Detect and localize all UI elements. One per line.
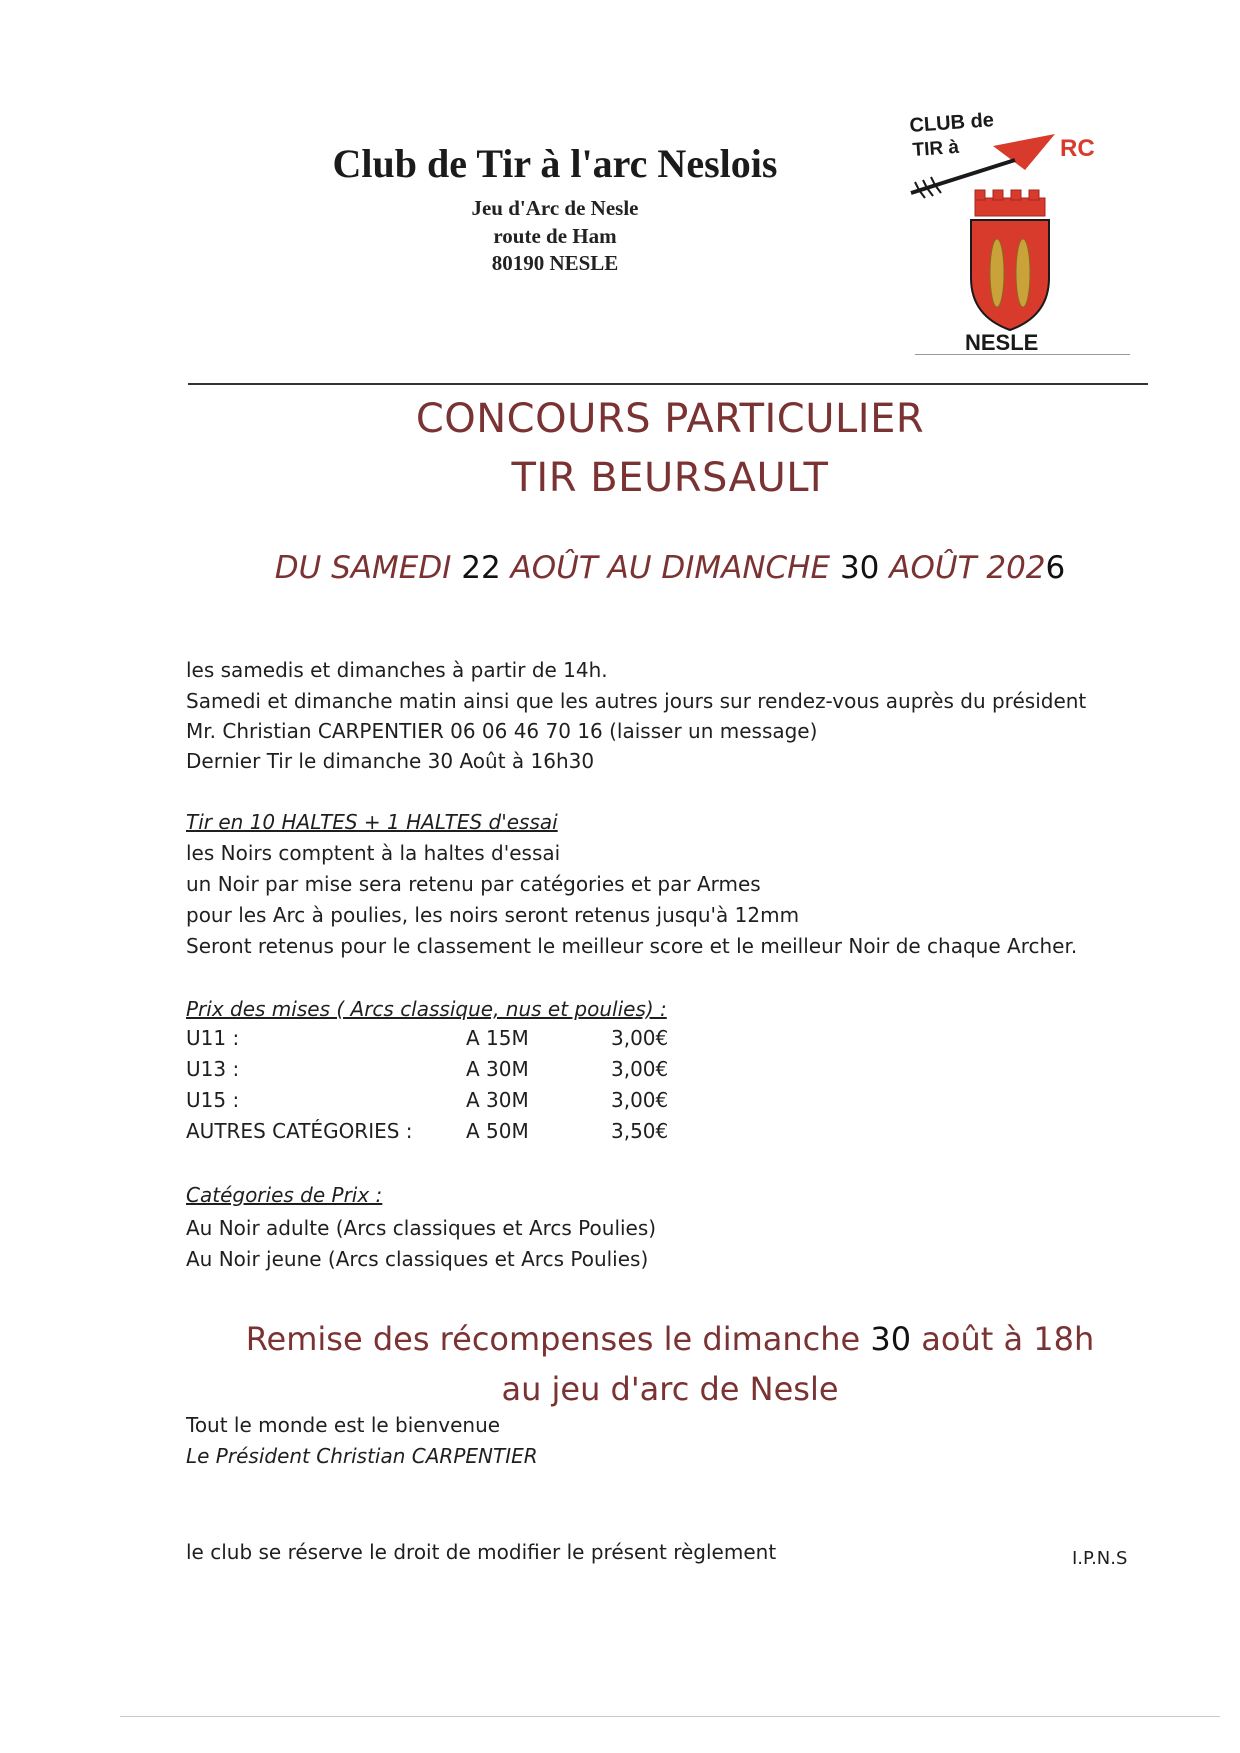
price-distance: A 30M (466, 1057, 529, 1081)
price-category: U11 : (186, 1026, 240, 1050)
schedule-line: Mr. Christian CARPENTIER 06 06 46 70 16 (laisser un message) (186, 719, 818, 743)
dates-day-1: 22 (461, 550, 501, 586)
title-line-2: TIR BEURSAULT (511, 455, 829, 501)
price-category: U15 : (186, 1088, 240, 1112)
dates-day-2: 30 (839, 550, 880, 586)
dates-part-3: AOÛT 202 (889, 550, 1046, 586)
award-line-1 (190, 1320, 1150, 1358)
rules-line: les Noirs comptent à la haltes d'essai (186, 841, 561, 865)
address-line-2: route de Ham (493, 224, 617, 248)
schedule-line: les samedis et dimanches à partir de 14h. (186, 658, 608, 682)
price-distance: A 15M (466, 1026, 529, 1050)
price-row (186, 1057, 786, 1087)
award-line-2: au jeu d'arc de Nesle (501, 1370, 839, 1408)
schedule-line: Samedi et dimanche matin ainsi que les autres jours sur rendez-vous auprès du président (186, 689, 1087, 713)
address-line-3: 80190 NESLE (491, 251, 619, 275)
price-amount: 3,50€ (611, 1119, 669, 1143)
price-row (186, 1026, 786, 1056)
dates-part-2: AOÛT AU DIMANCHE (510, 550, 831, 586)
award-day: 30 (870, 1320, 912, 1358)
price-category: U13 : (186, 1057, 240, 1081)
award-text-2: août à 18h (921, 1320, 1095, 1358)
welcome-text: Tout le monde est le bienvenue (186, 1413, 501, 1437)
price-distance: A 30M (466, 1088, 529, 1112)
ipns-mark: I.P.N.S (1072, 1548, 1128, 1569)
prices-heading: Prix des mises ( Arcs classique, nus et poulies) : (186, 997, 667, 1021)
event-dates (190, 550, 1150, 586)
logo-underline (915, 354, 1130, 355)
club-logo (905, 108, 1145, 358)
price-amount: 3,00€ (611, 1026, 669, 1050)
price-amount: 3,00€ (611, 1088, 669, 1112)
categories-heading: Catégories de Prix : (186, 1183, 383, 1207)
header-divider (188, 383, 1148, 385)
price-amount: 3,00€ (611, 1057, 669, 1081)
award-text-1: Remise des récompenses le dimanche (245, 1320, 861, 1358)
price-distance: A 50M (466, 1119, 529, 1143)
rules-heading: Tir en 10 HALTES + 1 HALTES d'essai (186, 810, 558, 834)
footer-note: le club se réserve le droit de modifier le présent règlement (186, 1540, 777, 1564)
logo-text-arc: RC (1060, 135, 1095, 162)
club-name: Club de Tir à l'arc Neslois (332, 141, 778, 186)
price-category: AUTRES CATÉGORIES : (186, 1119, 413, 1143)
address-line-1: Jeu d'Arc de Nesle (471, 196, 639, 220)
rules-line: pour les Arc à poulies, les noirs seront retenus jusqu'à 12mm (186, 903, 800, 927)
schedule-line: Dernier Tir le dimanche 30 Août à 16h30 (186, 749, 595, 773)
categories-line: Au Noir jeune (Arcs classiques et Arcs Poulies) (186, 1247, 649, 1271)
dates-year-digit: 6 (1045, 550, 1066, 586)
rules-line: un Noir par mise sera retenu par catégories et par Armes (186, 872, 761, 896)
price-row (186, 1119, 786, 1149)
logo-crown (975, 190, 1045, 216)
logo-text-club: CLUB de (908, 109, 995, 137)
title-line-1: CONCOURS PARTICULIER (415, 396, 925, 442)
logo-shield (971, 220, 1049, 330)
signature: Le Président Christian CARPENTIER (186, 1444, 538, 1468)
dates-part-1: DU SAMEDI (274, 550, 452, 586)
scan-edge-line (120, 1716, 1220, 1717)
categories-line: Au Noir adulte (Arcs classiques et Arcs Poulies) (186, 1216, 657, 1240)
price-row (186, 1088, 786, 1118)
logo-text-tir: TIR à (911, 136, 960, 161)
logo-text-town: NESLE (965, 330, 1039, 355)
rules-line: Seront retenus pour le classement le meilleur score et le meilleur Noir de chaque Archer. (186, 934, 1078, 958)
